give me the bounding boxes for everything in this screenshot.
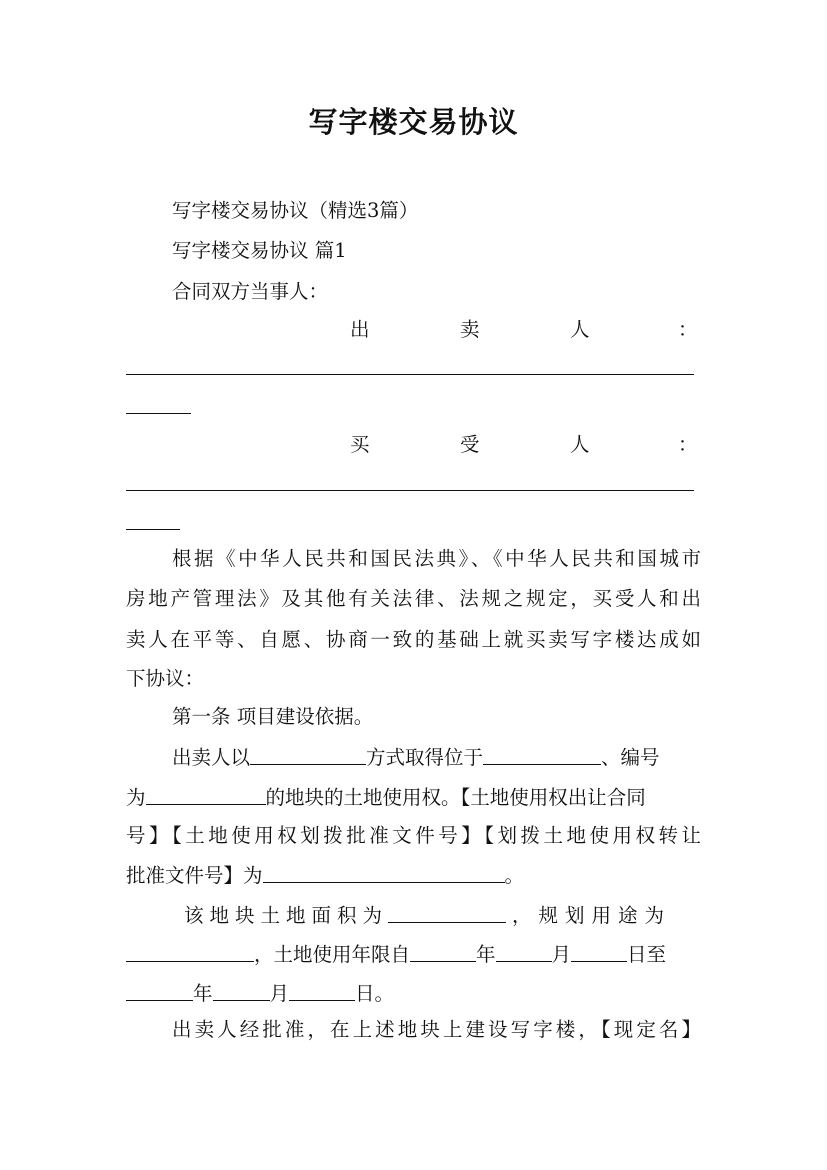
seller-char-2: 卖 (460, 318, 480, 341)
para2-text-d: 为 (126, 786, 146, 809)
para3-text-a: 该地块土地面积为 (184, 904, 389, 927)
blank-plot-number (146, 786, 266, 805)
para2-line-4 (126, 864, 701, 886)
para2-line-3: 号】【土地使用权划拨批准文件号】【划拨土地使用权转让 (126, 824, 701, 847)
para2-text-f: 批准文件号】为 (126, 864, 263, 887)
blank-end-month (213, 982, 270, 1001)
para1-line-1: 根据《中华人民共和国民法典》、《中华人民共和国城市 (172, 547, 701, 570)
blank-start-year (410, 943, 476, 962)
para3-text-g: 年 (193, 982, 213, 1005)
seller-char-3: 人 (570, 318, 590, 341)
seller-char-1: 出 (350, 318, 370, 341)
blank-document-number (263, 864, 505, 883)
blank-location (483, 746, 601, 765)
buyer-colon: ： (678, 433, 698, 456)
seller-colon: ： (678, 318, 698, 341)
para4-line-1: 出卖人经批准，在上述地块上建设写字楼，【现定名】 (172, 1018, 701, 1041)
seller-blank-line-tail (126, 413, 191, 414)
subtitle: 写字楼交易协议（精选3篇） (172, 199, 419, 222)
blank-planned-use (126, 943, 254, 962)
part-heading: 写字楼交易协议 篇1 (172, 239, 347, 262)
para3-text-f: 日至 (627, 943, 667, 966)
para3-text-h: 月 (269, 982, 290, 1005)
buyer-char-1: 买 (350, 433, 370, 456)
para2-text-c: 、编号 (601, 746, 660, 769)
buyer-char-3: 人 (570, 433, 590, 456)
parties-heading: 合同双方当事人： (172, 280, 329, 303)
para3-line-1 (184, 904, 701, 926)
para1-line-3: 卖人在平等、自愿、协商一致的基础上就买卖写字楼达成如 (126, 628, 701, 651)
para3-text-i: 日。 (355, 982, 395, 1005)
blank-end-day (289, 982, 355, 1001)
para3-line-3 (126, 982, 701, 1004)
article-1-heading: 第一条 项目建设依据。 (172, 705, 374, 728)
blank-land-area (388, 904, 506, 923)
para2-text-e: 的地块的土地使用权。【土地使用权出让合同 (265, 786, 646, 809)
document-title: 写字楼交易协议 (308, 105, 519, 139)
para2-line-1 (172, 746, 701, 768)
para3-text-b: ，规划用途为 (512, 904, 672, 927)
para2-text-g: 。 (504, 864, 525, 887)
para3-text-c: ，土地使用年限自 (254, 943, 411, 966)
para2-text-a: 出卖人以 (172, 746, 251, 769)
para1-line-2: 房地产管理法》及其他有关法律、法规之规定，买受人和出 (126, 587, 701, 610)
para2-text-b: 方式取得位于 (366, 746, 484, 769)
blank-end-year (126, 982, 193, 1001)
blank-acquisition-method (250, 746, 366, 765)
buyer-blank-line (126, 490, 694, 491)
blank-start-day (571, 943, 627, 962)
para1-line-4: 下协议： (126, 667, 205, 690)
para3-line-2 (126, 943, 701, 965)
seller-blank-line (126, 374, 694, 375)
blank-start-month (496, 943, 552, 962)
para2-line-2 (126, 786, 701, 808)
para3-text-d: 年 (476, 943, 496, 966)
buyer-char-2: 受 (460, 433, 480, 456)
para3-text-e: 月 (551, 943, 572, 966)
buyer-blank-line-tail (126, 529, 180, 530)
